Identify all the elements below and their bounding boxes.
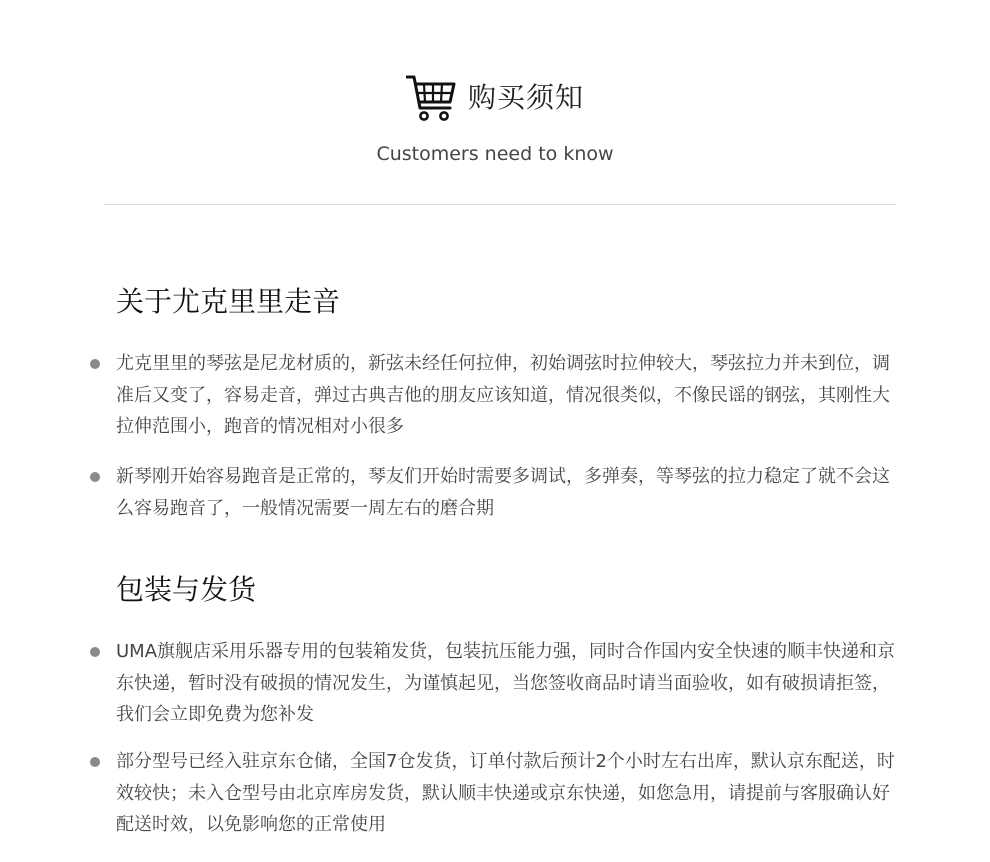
- list-item: [116, 461, 906, 524]
- page-subtitle: Customers need to know: [376, 143, 614, 165]
- list-item-text: 新琴刚开始容易跑音是正常的，琴友们开始时需要多调试，多弹奏，等琴弦的拉力稳定了就不会这么容易跑音了，一般情况需要一周左右的磨合期: [116, 466, 890, 519]
- bullet-dot-icon: [90, 757, 100, 767]
- list-item: [116, 636, 906, 731]
- header: [0, 0, 990, 205]
- bullet-dot-icon: [90, 359, 100, 369]
- list-item-text: UMA旗舰店采用乐器专用的包装箱发货，包装抗压能力强，同时合作国内安全快速的顺丰快递和京东快递，暂时没有破损的情况发生，为谨慎起见，当您签收商品时请当面验收，如有破损请拒签，我们会立即免费为您补发: [116, 641, 896, 725]
- list-item: [116, 348, 906, 443]
- bullet-dot-icon: [90, 647, 100, 657]
- list-item-text: 部分型号已经入驻京东仓储，全国7仓发货，订单付款后预计2个小时左右出库，默认京东配送，时效较快；未入仓型号由北京库房发货，默认顺丰快递或京东快递，如您急用，请提前与客服确认好配送时效，以免影响您的正常使用: [116, 751, 895, 835]
- list-item: [116, 746, 906, 841]
- title-row: [0, 74, 990, 122]
- page-title: 购买须知: [467, 81, 584, 114]
- list-item-text: 尤克里里的琴弦是尼龙材质的，新弦未经任何拉伸，初始调弦时拉伸较大，琴弦拉力并未到位，调准后又变了，容易走音，弹过古典吉他的朋友应该知道，情况很类似，不像民谣的钢弦，其刚性大拉伸范围小，跑音的情况相对小很多: [116, 353, 890, 437]
- header-divider: [104, 204, 896, 205]
- section-title-tuning: 关于尤克里里走音: [116, 285, 341, 318]
- shopping-cart-icon: [406, 74, 456, 122]
- bullet-dot-icon: [90, 472, 100, 482]
- section-title-shipping: 包装与发货: [116, 573, 257, 606]
